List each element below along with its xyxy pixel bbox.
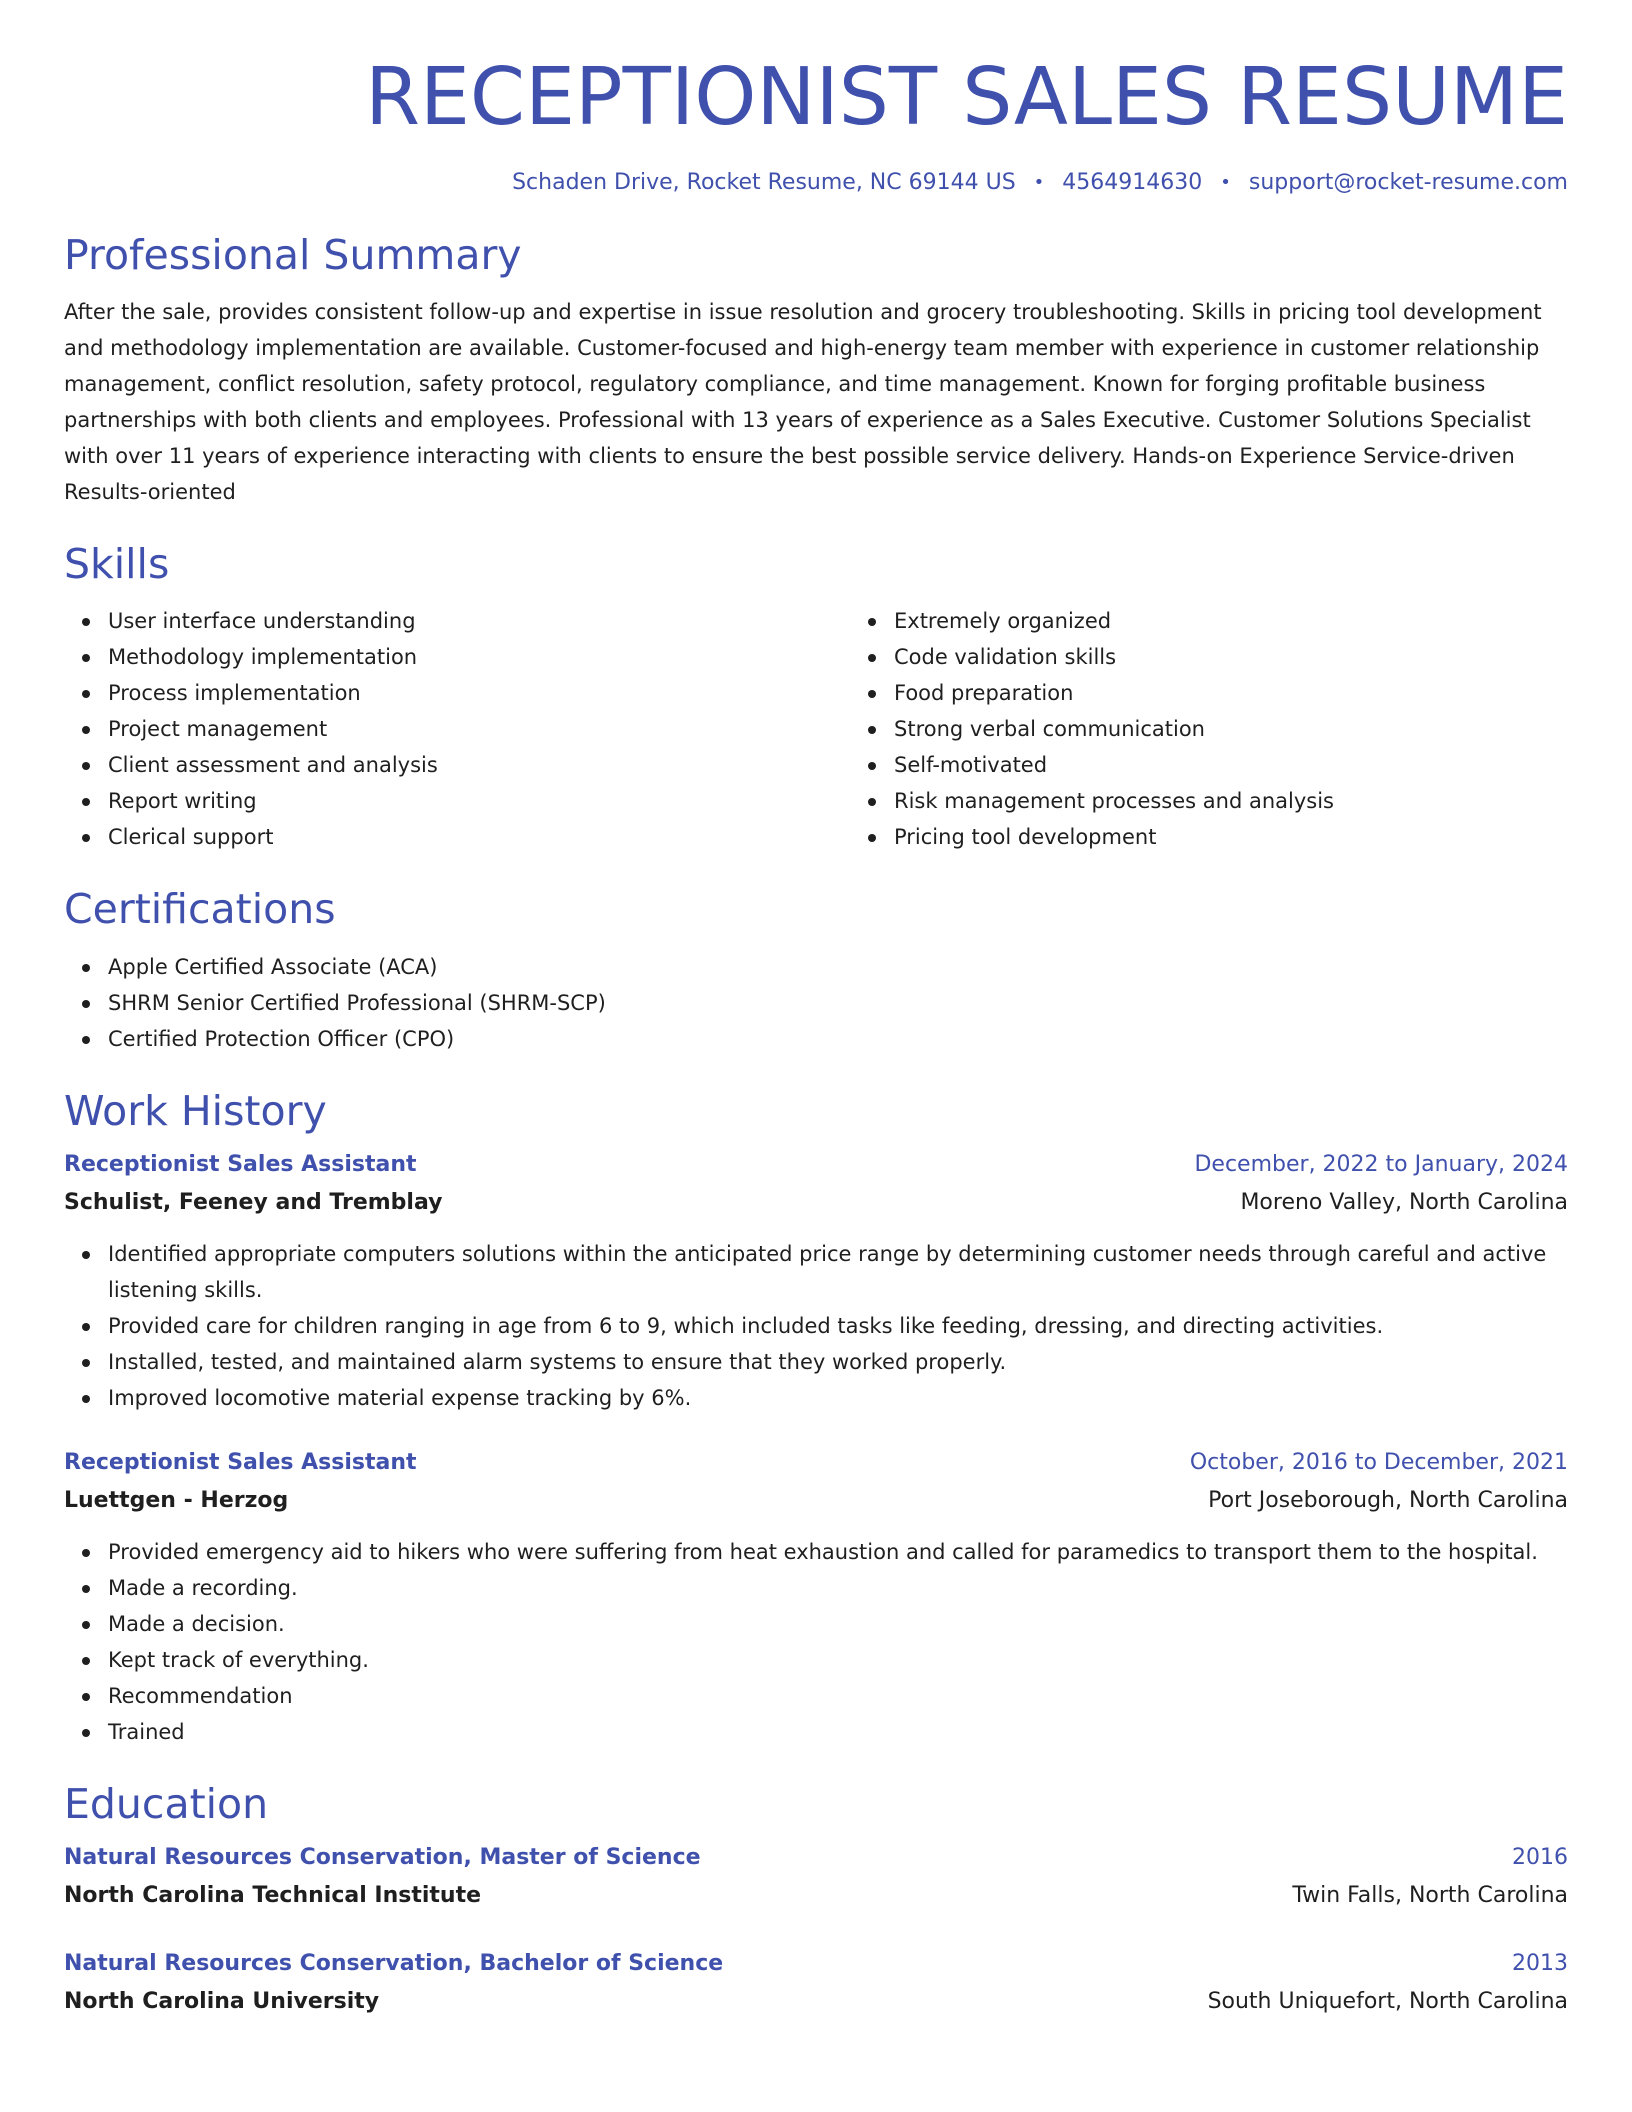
skill-item: User interface understanding (108, 603, 850, 639)
education-header (64, 1839, 1568, 1877)
work-history-section (64, 1087, 1568, 1750)
job-title: Receptionist Sales Assistant (64, 1151, 417, 1177)
skill-item: Risk management processes and analysis (894, 783, 1632, 819)
contact-email[interactable]: support@rocket-resume.com (1248, 170, 1568, 195)
skill-item: Process implementation (108, 675, 850, 711)
job-bullet: Made a decision. (108, 1606, 1568, 1642)
job-bullet: Trained (108, 1714, 1568, 1750)
section-title-education: Education (64, 1779, 269, 1828)
skills-section (64, 540, 1568, 855)
job-header (64, 1146, 1568, 1184)
contact-phone[interactable]: 4564914630 (1062, 170, 1203, 195)
education-location: South Uniquefort, North Carolina (1207, 1988, 1568, 2014)
job-header (64, 1444, 1568, 1482)
contact-line (64, 170, 1568, 195)
education-school: North Carolina University (64, 1988, 380, 2014)
contact-separator: • (1033, 172, 1045, 193)
job-bullet: Provided emergency aid to hikers who were suffering from heat exhaustion and called for paramedics to transport them to the hospital. (108, 1534, 1568, 1570)
education-subheader (64, 1877, 1568, 1915)
job-dates: October, 2016 to December, 2021 (1189, 1449, 1568, 1475)
section-title-work-history: Work History (64, 1086, 327, 1135)
section-title-certifications: Certifications (64, 885, 336, 934)
skill-item: Strong verbal communication (894, 711, 1632, 747)
job-bullet: Recommendation (108, 1678, 1568, 1714)
education-year: 2016 (1512, 1844, 1568, 1870)
skills-list-right (850, 603, 1632, 855)
job-dates: December, 2022 to January, 2024 (1194, 1151, 1568, 1177)
job-bullet: Identified appropriate computers solutions within the anticipated price range by determining customer needs through careful and active listening skills. (108, 1236, 1568, 1308)
job-title: Receptionist Sales Assistant (64, 1449, 417, 1475)
job-entry (64, 1146, 1568, 1416)
job-bullet: Made a recording. (108, 1570, 1568, 1606)
job-subheader (64, 1482, 1568, 1520)
certifications-section (64, 885, 1568, 1056)
job-location: Moreno Valley, North Carolina (1240, 1189, 1568, 1215)
section-title-summary: Professional Summary (64, 231, 522, 279)
education-location: Twin Falls, North Carolina (1292, 1882, 1568, 1908)
job-bullets (64, 1236, 1568, 1416)
skill-item: Extremely organized (894, 603, 1632, 639)
skill-item: Methodology implementation (108, 639, 850, 675)
certification-item: Certified Protection Officer (CPO) (108, 1021, 1568, 1057)
education-school: North Carolina Technical Institute (64, 1882, 482, 1908)
education-entry (64, 1945, 1568, 2021)
skill-item: Report writing (108, 783, 850, 819)
certifications-list (64, 949, 1568, 1057)
summary-text: After the sale, provides consistent follow-up and expertise in issue resolution and grocery troubleshooting. Skills in pricing tool development and methodology implementation are available. Customer-focused and high-energy team member with experience in customer relationship management, conflict resolution, safety protocol, regulatory compliance, and time management. Known for forging profitable business partnerships with both clients and employees. Professional with 13 years of experience as a Sales Executive. Customer Solutions Specialist with over 11 years of experience interacting with clients to ensure the best possible service delivery. Hands-on Experience Service-driven Results-oriented (64, 300, 1542, 505)
summary-section (64, 231, 1568, 510)
job-entry (64, 1444, 1568, 1750)
skill-item: Pricing tool development (894, 819, 1632, 855)
contact-address: Schaden Drive, Rocket Resume, NC 69144 US (512, 170, 1016, 195)
education-year: 2013 (1512, 1950, 1568, 1976)
education-header (64, 1945, 1568, 1983)
job-company: Schulist, Feeney and Tremblay (64, 1189, 443, 1215)
resume-title: RECEPTIONIST SALES RESUME (365, 51, 1568, 143)
education-subheader (64, 1983, 1568, 2021)
skill-item: Self-motivated (894, 747, 1632, 783)
job-company: Luettgen - Herzog (64, 1487, 289, 1513)
job-bullet: Provided care for children ranging in age from 6 to 9, which included tasks like feeding, dressing, and directing activities. (108, 1308, 1568, 1344)
skills-list-left (64, 603, 850, 855)
skill-item: Project management (108, 711, 850, 747)
job-location: Port Joseborough, North Carolina (1208, 1487, 1568, 1513)
job-bullet: Kept track of everything. (108, 1642, 1568, 1678)
section-title-skills: Skills (64, 540, 170, 589)
certification-item: SHRM Senior Certified Professional (SHRM-SCP) (108, 985, 1568, 1021)
contact-separator: • (1220, 172, 1231, 193)
job-bullets (64, 1534, 1568, 1750)
job-bullet: Improved locomotive material expense tracking by 6%. (108, 1380, 1568, 1416)
education-degree: Natural Resources Conservation, Bachelor of Science (64, 1950, 724, 1976)
skill-item: Clerical support (108, 819, 850, 855)
skill-item: Code validation skills (894, 639, 1632, 675)
job-subheader (64, 1184, 1568, 1222)
job-bullet: Installed, tested, and maintained alarm systems to ensure that they worked properly. (108, 1344, 1568, 1380)
education-degree: Natural Resources Conservation, Master of Science (64, 1844, 701, 1870)
skill-item: Food preparation (894, 675, 1632, 711)
certification-item: Apple Certified Associate (ACA) (108, 949, 1568, 985)
skill-item: Client assessment and analysis (108, 747, 850, 783)
education-section (64, 1780, 1568, 2021)
skills-grid (64, 603, 1568, 855)
education-entry (64, 1839, 1568, 1915)
